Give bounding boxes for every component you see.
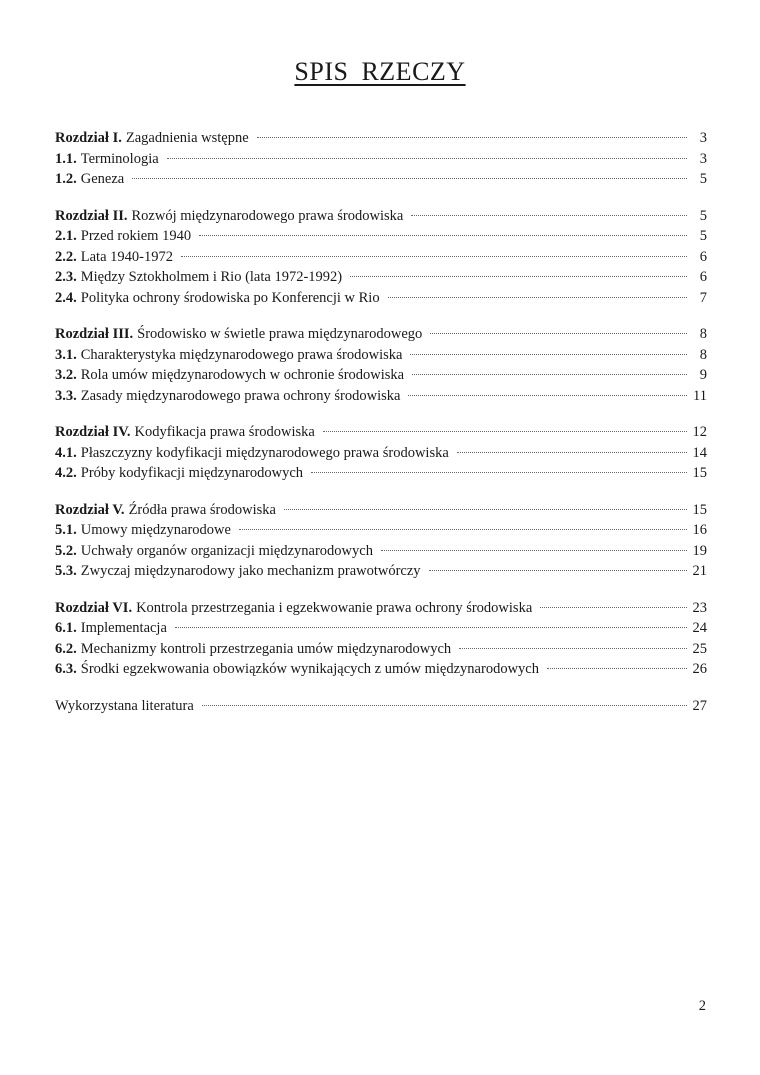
toc-section xyxy=(55,206,707,309)
toc-entry-page: 23 xyxy=(692,599,707,616)
dot-leader xyxy=(202,705,687,706)
dot-leader xyxy=(381,550,687,551)
toc-entry-page: 27 xyxy=(692,697,707,714)
dot-leader xyxy=(388,297,687,298)
toc-entry[interactable] xyxy=(55,598,707,619)
toc-entry[interactable] xyxy=(55,206,707,227)
toc-entry-number: 5.2. xyxy=(55,542,77,559)
toc-entry-number: Rozdział II. xyxy=(55,207,128,224)
toc-entry[interactable] xyxy=(55,561,707,582)
dot-leader xyxy=(132,178,687,179)
dot-leader xyxy=(181,256,687,257)
toc-entry-number: 1.2. xyxy=(55,171,77,187)
toc-entry-title: Kontrola przestrzegania i egzekwowanie prawa ochrony środowiska xyxy=(136,599,533,616)
toc-entry-title: Środowisko w świetle prawa międzynarodowego xyxy=(137,326,423,342)
dot-leader xyxy=(430,333,687,334)
toc-entry[interactable] xyxy=(55,386,707,407)
toc-entry-number: Rozdział VI. xyxy=(55,599,133,616)
toc-entry[interactable] xyxy=(55,169,707,190)
toc-entry-page: 24 xyxy=(692,620,707,636)
toc-entry[interactable] xyxy=(55,696,707,717)
toc-entry-title: Rozwój międzynarodowego prawa środowiska xyxy=(131,207,404,224)
toc-section xyxy=(55,324,707,406)
dot-leader xyxy=(457,452,687,453)
toc-entry[interactable] xyxy=(55,443,707,464)
toc-entry-number: 2.1. xyxy=(55,228,77,244)
toc-entry[interactable] xyxy=(55,288,707,309)
toc-entry[interactable] xyxy=(55,520,707,541)
toc-entry-page: 8 xyxy=(699,326,707,342)
dot-leader xyxy=(408,395,687,396)
toc-entry-page: 5 xyxy=(699,171,707,187)
toc-entry[interactable] xyxy=(55,149,707,170)
toc-entry-page: 11 xyxy=(693,387,707,404)
toc-entry-title: Terminologia xyxy=(80,150,159,167)
toc-entry-title: Przed rokiem 1940 xyxy=(80,228,192,244)
toc-entry[interactable] xyxy=(55,639,707,660)
toc-entry-page: 15 xyxy=(692,465,707,481)
toc-entry[interactable] xyxy=(55,500,707,521)
toc-entry-title: Geneza xyxy=(80,171,125,187)
toc-entry-number: Rozdział IV. xyxy=(55,424,131,440)
toc-entry[interactable] xyxy=(55,247,707,268)
dot-leader xyxy=(540,607,686,608)
dot-leader xyxy=(429,570,687,571)
toc-section xyxy=(55,500,707,582)
toc-entry-number: 2.4. xyxy=(55,289,77,306)
toc-entry-number: 5.1. xyxy=(55,522,77,538)
toc-entry-number: 4.2. xyxy=(55,465,77,481)
page-title: SPIS RZECZY xyxy=(294,57,466,86)
toc-entry-page: 6 xyxy=(699,248,707,265)
dot-leader xyxy=(410,354,687,355)
toc-entry-title: Kodyfikacja prawa środowiska xyxy=(134,424,315,440)
toc-entry[interactable] xyxy=(55,267,707,288)
toc-entry-page: 12 xyxy=(692,424,707,440)
toc-entry-number: 5.3. xyxy=(55,563,77,579)
toc-entry-page: 3 xyxy=(699,130,707,146)
toc-entry-page: 6 xyxy=(699,269,707,285)
toc-entry-number: 3.1. xyxy=(55,346,77,363)
dot-leader xyxy=(459,648,686,649)
dot-leader xyxy=(412,374,687,375)
toc-entry[interactable] xyxy=(55,226,707,247)
toc-entry-title: Polityka ochrony środowiska po Konferencji w Rio xyxy=(80,289,380,306)
toc-entry-page: 9 xyxy=(699,367,707,383)
toc-entry-number: 4.1. xyxy=(55,444,77,461)
toc-entry-title: Płaszczyzny kodyfikacji międzynarodowego prawa środowiska xyxy=(80,444,449,461)
toc-entry-title: Zwyczaj międzynarodowy jako mechanizm prawotwórczy xyxy=(80,563,421,579)
page-number: 2 xyxy=(698,998,706,1014)
toc-entry[interactable] xyxy=(55,324,707,345)
toc-entry-page: 15 xyxy=(692,501,707,518)
toc-entry-page: 26 xyxy=(692,661,707,677)
dot-leader xyxy=(547,668,687,669)
toc-entry[interactable] xyxy=(55,128,707,149)
toc-section xyxy=(55,598,707,680)
toc-entry[interactable] xyxy=(55,463,707,484)
toc-entry[interactable] xyxy=(55,422,707,443)
toc-entry-title: Umowy międzynarodowe xyxy=(80,522,231,538)
toc-entry-number: 1.1. xyxy=(55,150,77,167)
dot-leader xyxy=(311,472,686,473)
toc-entry-title: Między Sztokholmem i Rio (lata 1972-1992) xyxy=(80,269,343,285)
toc-entry-page: 8 xyxy=(699,346,707,363)
dot-leader xyxy=(199,235,687,236)
toc-section xyxy=(55,422,707,484)
toc-entry-page: 7 xyxy=(699,289,707,306)
toc-entry-title: Uchwały organów organizacji międzynarodowych xyxy=(80,542,373,559)
toc-entry-title: Charakterystyka międzynarodowego prawa środowiska xyxy=(80,346,403,363)
toc-entry-page: 25 xyxy=(692,640,707,657)
dot-leader xyxy=(257,137,687,138)
dot-leader xyxy=(323,431,687,432)
toc-entry[interactable] xyxy=(55,365,707,386)
toc-entry-title: Środki egzekwowania obowiązków wynikających z umów międzynarodowych xyxy=(80,661,539,677)
toc-entry[interactable] xyxy=(55,618,707,639)
dot-leader xyxy=(350,276,687,277)
toc-entry-title: Próby kodyfikacji międzynarodowych xyxy=(80,465,304,481)
toc-entry-title: Rola umów międzynarodowych w ochronie środowiska xyxy=(80,367,405,383)
toc-entry[interactable] xyxy=(55,541,707,562)
toc-entry-number: 6.3. xyxy=(55,661,77,677)
toc-entry-page: 21 xyxy=(692,563,707,579)
toc-entry-page: 5 xyxy=(699,228,707,244)
toc-entry-title: Źródła prawa środowiska xyxy=(128,501,276,518)
toc-entry-number: 2.2. xyxy=(55,248,77,265)
dot-leader xyxy=(411,215,687,216)
toc-entry-title: Wykorzystana literatura xyxy=(55,697,194,714)
toc-entry-title: Zasady międzynarodowego prawa ochrony środowiska xyxy=(80,387,401,404)
toc-entry[interactable] xyxy=(55,659,707,680)
dot-leader xyxy=(175,627,687,628)
toc-entry-title: Zagadnienia wstępne xyxy=(125,130,249,146)
toc-entry-title: Lata 1940-1972 xyxy=(80,248,173,265)
toc-entry-number: 3.2. xyxy=(55,367,77,383)
toc-entry-number: 6.1. xyxy=(55,620,77,636)
dot-leader xyxy=(239,529,687,530)
toc-entry[interactable] xyxy=(55,345,707,366)
toc-entry-page: 19 xyxy=(692,542,707,559)
toc-entry-page: 3 xyxy=(699,150,707,167)
toc-entry-number: 2.3. xyxy=(55,269,77,285)
toc-entry-title: Mechanizmy kontroli przestrzegania umów międzynarodowych xyxy=(80,640,452,657)
dot-leader xyxy=(167,158,687,159)
toc-entry-number: 3.3. xyxy=(55,387,77,404)
toc-entry-number: 6.2. xyxy=(55,640,77,657)
toc-entry-page: 16 xyxy=(692,522,707,538)
table-of-contents xyxy=(55,128,707,732)
toc-section xyxy=(55,696,707,717)
dot-leader xyxy=(284,509,687,510)
toc-entry-number: Rozdział I. xyxy=(55,130,122,146)
toc-section xyxy=(55,128,707,190)
toc-entry-number: Rozdział III. xyxy=(55,326,134,342)
toc-entry-title: Implementacja xyxy=(80,620,167,636)
toc-entry-page: 5 xyxy=(699,207,707,224)
toc-entry-number: Rozdział V. xyxy=(55,501,125,518)
toc-entry-page: 14 xyxy=(692,444,707,461)
